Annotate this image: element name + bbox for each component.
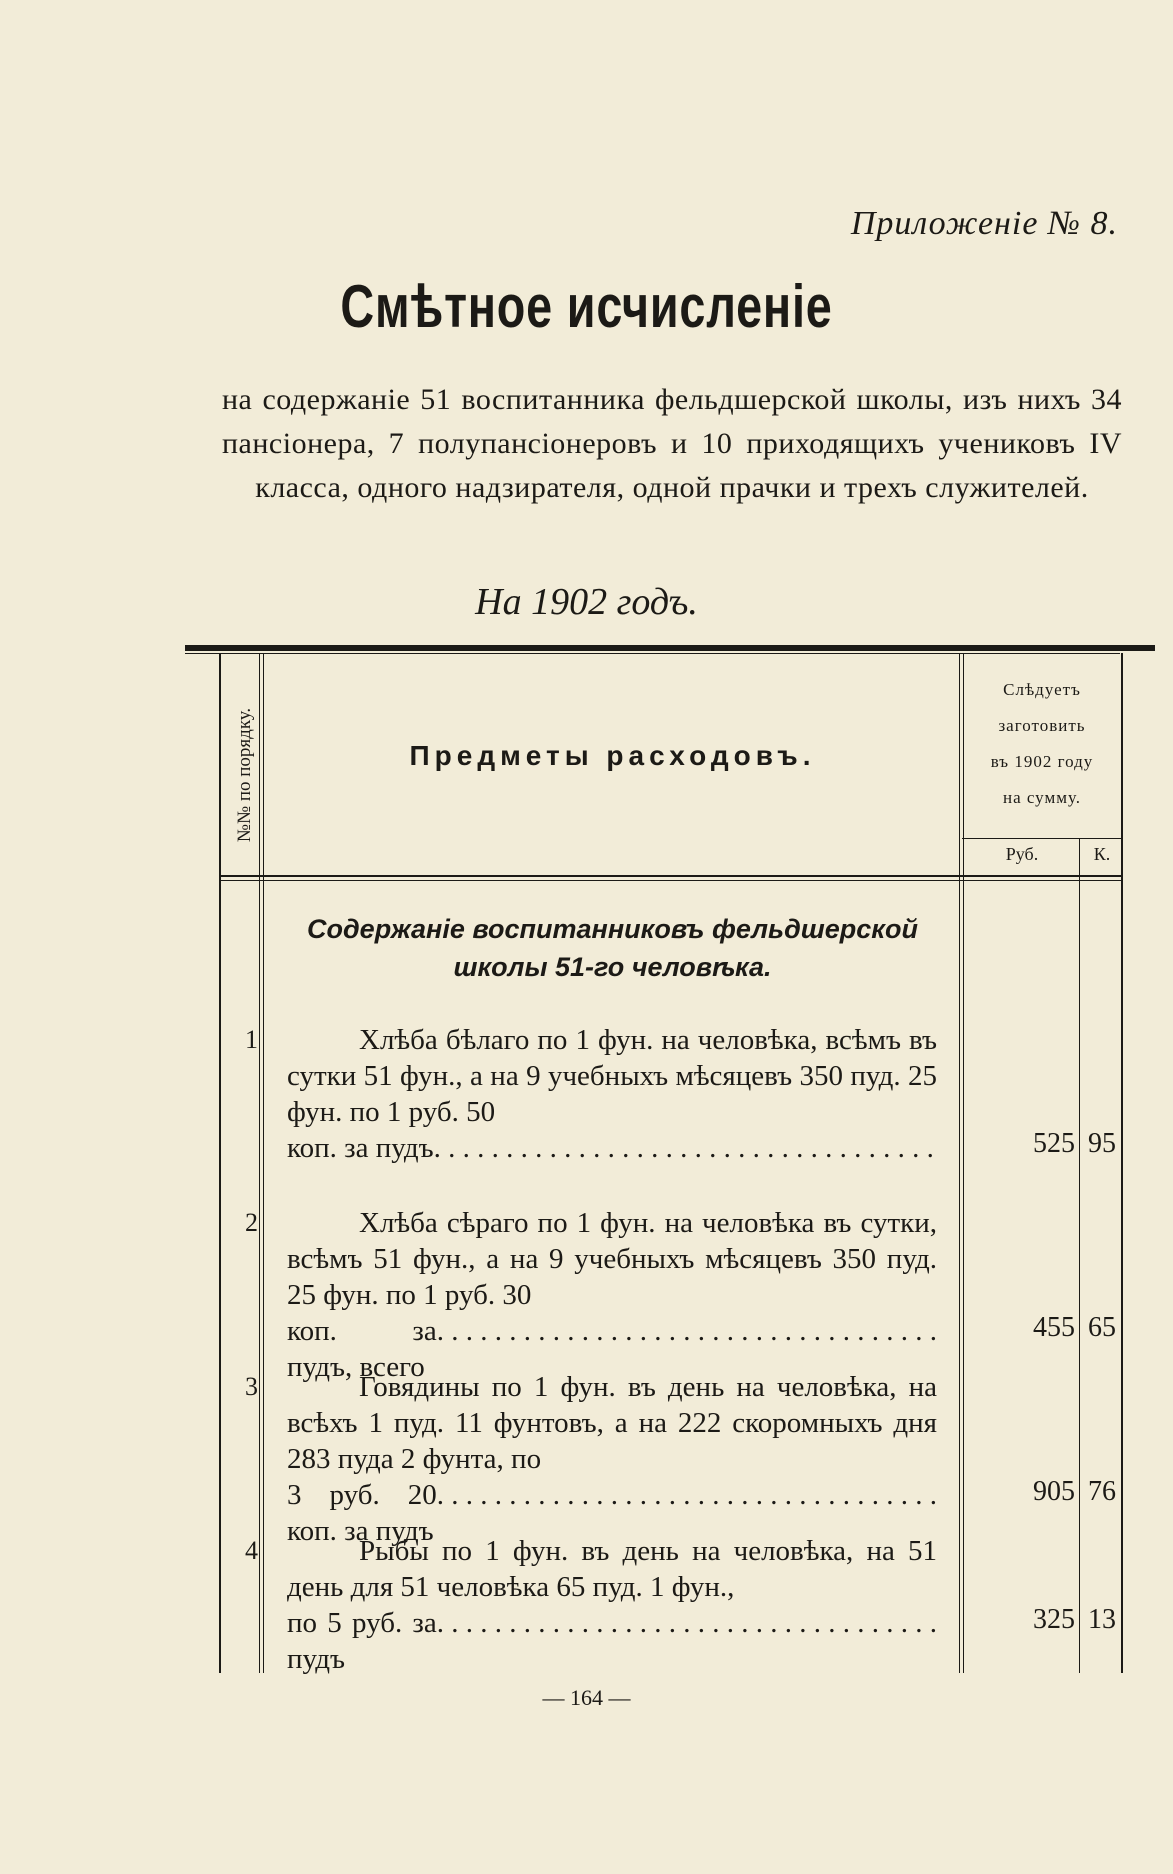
amount-line: въ 1902 году (990, 752, 1094, 771)
rub-kop-rule (1079, 838, 1080, 1673)
items-col-rule (959, 653, 960, 1673)
subtitle: на содержанiе 51 воспитанника фельдшерской школы, изъ нихъ 34 пансiонера, 7 полупансiонеровъ и 10 приходящихъ учениковъ IV класса, одного надзирателя, одной прачки и трехъ служителей. (222, 383, 1122, 504)
section-title: Содержанiе воспитанниковъ фельдшерской школы 51-го человѣка. (307, 914, 918, 982)
column-header-number-label: №№ по порядку. (234, 707, 255, 843)
row-text: Хлѣба сѣраго по 1 фун. на человѣка въ сутки, всѣмъ 51 фун., а на 9 учебныхъ мѣсяцевъ 350 пуд. 25 фун. по 1 руб. 30 (287, 1207, 937, 1311)
column-header-rub: Руб. (1005, 844, 1039, 864)
row-text-last: коп. за пудъ, всего (287, 1315, 437, 1383)
row-description (287, 1533, 937, 1677)
row-text-last: по 5 руб. за пудъ (287, 1607, 437, 1675)
table-top-thin-rule (185, 653, 1120, 654)
row-number: 3 (245, 1372, 258, 1401)
amount-line: на сумму. (1002, 788, 1082, 807)
amount-line: Слѣдуетъ (1003, 680, 1081, 699)
year-heading: На 1902 годъ. (475, 581, 698, 623)
row-description (287, 1022, 937, 1166)
column-header-items: Предметы расходовъ. (409, 740, 816, 771)
left-outer-rule (219, 653, 221, 1673)
row-text-last: коп. за пудъ (287, 1132, 434, 1164)
column-header-number (230, 690, 260, 860)
row-amount-rub: 525 (1033, 1128, 1075, 1159)
page-title: Смѣтное исчисленiе (340, 273, 833, 340)
amount-line: заготовить (998, 716, 1086, 735)
row-last-line (287, 1130, 937, 1166)
appendix-label: Приложенiе № 8. (850, 205, 1118, 242)
row-text-last: 3 руб. 20 коп. за пудъ (287, 1479, 437, 1547)
table-top-thick-rule (185, 645, 1155, 651)
amount-sub-rule (962, 838, 1122, 839)
row-amount-rub: 455 (1033, 1312, 1075, 1343)
row-description (287, 1369, 937, 1549)
column-header-kop: К. (1093, 844, 1111, 864)
row-number: 2 (245, 1208, 258, 1237)
row-amount-kop: 76 (1088, 1476, 1116, 1507)
row-amount-kop: 13 (1088, 1604, 1116, 1635)
page-number: — 164 — (542, 1685, 631, 1710)
row-text: Говядины по 1 фун. въ день на человѣка, на всѣхъ 1 пуд. 11 фунтовъ, а на 222 скоромныхъ дня 283 пуда 2 фунта, по (287, 1371, 937, 1475)
row-number: 4 (245, 1536, 258, 1565)
row-amount-kop: 95 (1088, 1128, 1116, 1159)
row-text: Рыбы по 1 фун. въ день на человѣка, на 51 день для 51 человѣка 65 пуд. 1 фун., (287, 1535, 937, 1603)
row-amount-kop: 65 (1088, 1312, 1116, 1343)
leader-dots: . . . . . . . . . . . . . . . . . . . . . . . . . . . . . . . . . . . (433, 1132, 934, 1164)
column-header-amount (962, 672, 1122, 816)
row-description (287, 1205, 937, 1385)
row-amount-rub: 325 (1033, 1604, 1075, 1635)
number-col-rule-2 (263, 653, 264, 1673)
leader-dots: . . . . . . . . . . . . . . . . . . . . . . . . . . . . . . . . . . . (436, 1315, 937, 1347)
row-number: 1 (245, 1025, 258, 1054)
leader-dots: . . . . . . . . . . . . . . . . . . . . . . . . . . . . . . . . . . . (436, 1607, 937, 1639)
header-bottom-rule-2 (220, 880, 1122, 881)
header-bottom-rule (220, 875, 1122, 877)
row-last-line (287, 1605, 937, 1677)
row-amount-rub: 905 (1033, 1476, 1075, 1507)
leader-dots: . . . . . . . . . . . . . . . . . . . . . . . . . . . . . . . . . . . (436, 1479, 937, 1511)
row-text: Хлѣба бѣлаго по 1 фун. на человѣка, всѣмъ въ сутки 51 фун., а на 9 учебныхъ мѣсяцевъ 350 пуд. 25 фун. по 1 руб. 50 (287, 1024, 937, 1128)
